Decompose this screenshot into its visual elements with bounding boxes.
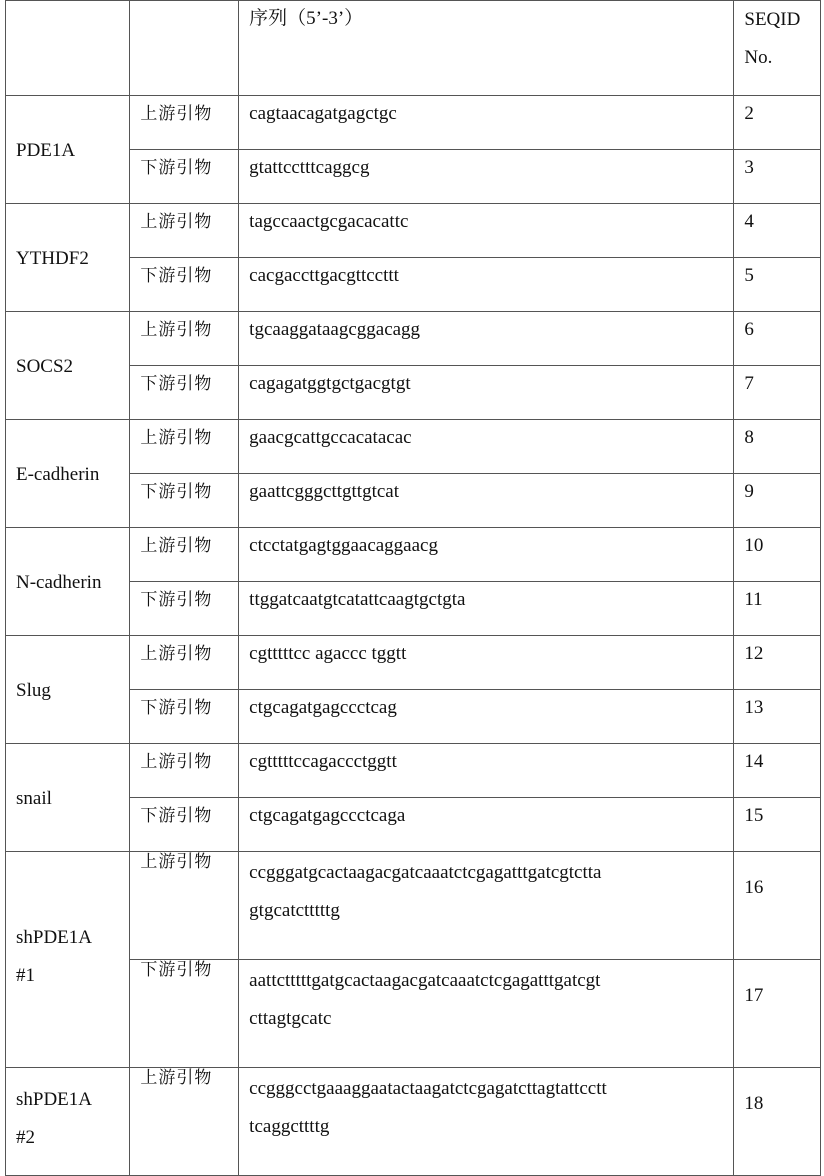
header-sequence: 序列（5’-3’） [239, 1, 734, 96]
primer-type: 下游引物 [130, 960, 239, 1068]
seqid-number: 11 [734, 582, 821, 636]
primer-sequence [239, 366, 734, 420]
seqid-number: 2 [734, 96, 821, 150]
seqid-label: SEQID [744, 9, 800, 30]
primer-sequence [239, 1068, 734, 1176]
primer-type: 下游引物 [130, 474, 239, 528]
seqid-number: 7 [734, 366, 821, 420]
primer-type: 上游引物 [130, 528, 239, 582]
header-seqid [734, 1, 821, 96]
primer-type: 下游引物 [130, 150, 239, 204]
sequence-line: cgtttttcc agaccc tggtt [249, 643, 406, 664]
seqid-number: 8 [734, 420, 821, 474]
sequence-line: cacgaccttgacgttccttt [249, 265, 399, 286]
gene-name-cell [6, 852, 130, 1068]
primer-sequence [239, 528, 734, 582]
primer-sequence [239, 744, 734, 798]
primer-sequence [239, 690, 734, 744]
primer-type: 下游引物 [130, 798, 239, 852]
seqid-number: 5 [734, 258, 821, 312]
gene-name-cell [6, 312, 130, 420]
gene-name-cell [6, 744, 130, 852]
primer-sequence [239, 474, 734, 528]
gene-name: N-cadherin [16, 572, 101, 593]
primer-sequence [239, 798, 734, 852]
sequence-line: gtgcatctttttg [249, 900, 340, 921]
seqid-number: 4 [734, 204, 821, 258]
seqid-number: 3 [734, 150, 821, 204]
sequence-line: cgtttttccagaccctggtt [249, 751, 397, 772]
gene-name-cell [6, 96, 130, 204]
seqid-number: 14 [734, 744, 821, 798]
gene-name-cell [6, 420, 130, 528]
header-gene-cell [6, 1, 130, 96]
sequence-line: tagccaactgcgacacattc [249, 211, 408, 232]
sequence-line: cagtaacagatgagctgc [249, 103, 397, 124]
seqid-number: 13 [734, 690, 821, 744]
gene-name-cell [6, 636, 130, 744]
seqid-number: 17 [734, 960, 821, 1068]
primer-type: 下游引物 [130, 690, 239, 744]
seqid-number: 15 [734, 798, 821, 852]
sequence-line: ccgggcctgaaaggaatactaagatctcgagatcttagtattcctt [249, 1078, 607, 1099]
sequence-line: ctgcagatgagccctcaga [249, 805, 405, 826]
primer-type: 上游引物 [130, 744, 239, 798]
primer-sequence [239, 636, 734, 690]
sequence-line: ctcctatgagtggaacaggaacg [249, 535, 438, 556]
seqid-number: 10 [734, 528, 821, 582]
primer-sequence [239, 204, 734, 258]
table-row [6, 1068, 821, 1176]
primer-type: 上游引物 [130, 852, 239, 960]
primer-sequence [239, 312, 734, 366]
primer-type: 上游引物 [130, 204, 239, 258]
seqid-number: 6 [734, 312, 821, 366]
gene-name-cell [6, 1068, 130, 1176]
table-row [6, 636, 821, 690]
sequence-line: aattctttttgatgcactaagacgatcaaatctcgagatttgatcgt [249, 970, 600, 991]
primer-sequence [239, 852, 734, 960]
header-type-cell [130, 1, 239, 96]
primer-type: 上游引物 [130, 636, 239, 690]
table-row [6, 744, 821, 798]
sequence-line: gaacgcattgccacatacac [249, 427, 411, 448]
sequence-line: gtattcctttcaggcg [249, 157, 369, 178]
primer-type: 下游引物 [130, 258, 239, 312]
gene-name: #2 [16, 1127, 35, 1148]
table-row [6, 852, 821, 960]
gene-name: E-cadherin [16, 464, 99, 485]
seqid-number: 12 [734, 636, 821, 690]
header-row [6, 1, 821, 96]
gene-name-cell [6, 528, 130, 636]
sequence-line: ccgggatgcactaagacgatcaaatctcgagatttgatcgtctta [249, 862, 601, 883]
seqid-no-label: No. [744, 47, 772, 68]
sequence-line: ttggatcaatgtcatattcaagtgctgta [249, 589, 465, 610]
gene-name: Slug [16, 680, 51, 701]
primer-type: 下游引物 [130, 582, 239, 636]
primer-sequence [239, 582, 734, 636]
primer-sequence [239, 258, 734, 312]
sequence-line: tcaggcttttg [249, 1116, 329, 1137]
sequence-line: cagagatggtgctgacgtgt [249, 373, 410, 394]
table-row [6, 312, 821, 366]
gene-name: PDE1A [16, 140, 75, 161]
primer-type: 下游引物 [130, 366, 239, 420]
primer-type: 上游引物 [130, 312, 239, 366]
primer-type: 上游引物 [130, 96, 239, 150]
table-row [6, 204, 821, 258]
primer-sequence [239, 96, 734, 150]
table-row [6, 420, 821, 474]
table-row [6, 96, 821, 150]
gene-name: YTHDF2 [16, 248, 89, 269]
gene-name-cell [6, 204, 130, 312]
sequence-line: ctgcagatgagccctcag [249, 697, 397, 718]
sequence-line: gaattcgggcttgttgtcat [249, 481, 399, 502]
primer-sequence [239, 150, 734, 204]
sequence-line: cttagtgcatc [249, 1008, 331, 1029]
gene-name: shPDE1A [16, 927, 92, 948]
gene-name: SOCS2 [16, 356, 73, 377]
primer-type: 上游引物 [130, 1068, 239, 1176]
sequence-line: tgcaaggataagcggacagg [249, 319, 420, 340]
table-row [6, 528, 821, 582]
seqid-number: 18 [734, 1068, 821, 1176]
primer-sequence [239, 960, 734, 1068]
seqid-number: 16 [734, 852, 821, 960]
primer-sequence [239, 420, 734, 474]
primer-type: 上游引物 [130, 420, 239, 474]
gene-name: shPDE1A [16, 1089, 92, 1110]
gene-name: #1 [16, 965, 35, 986]
seqid-number: 9 [734, 474, 821, 528]
gene-name: snail [16, 788, 52, 809]
